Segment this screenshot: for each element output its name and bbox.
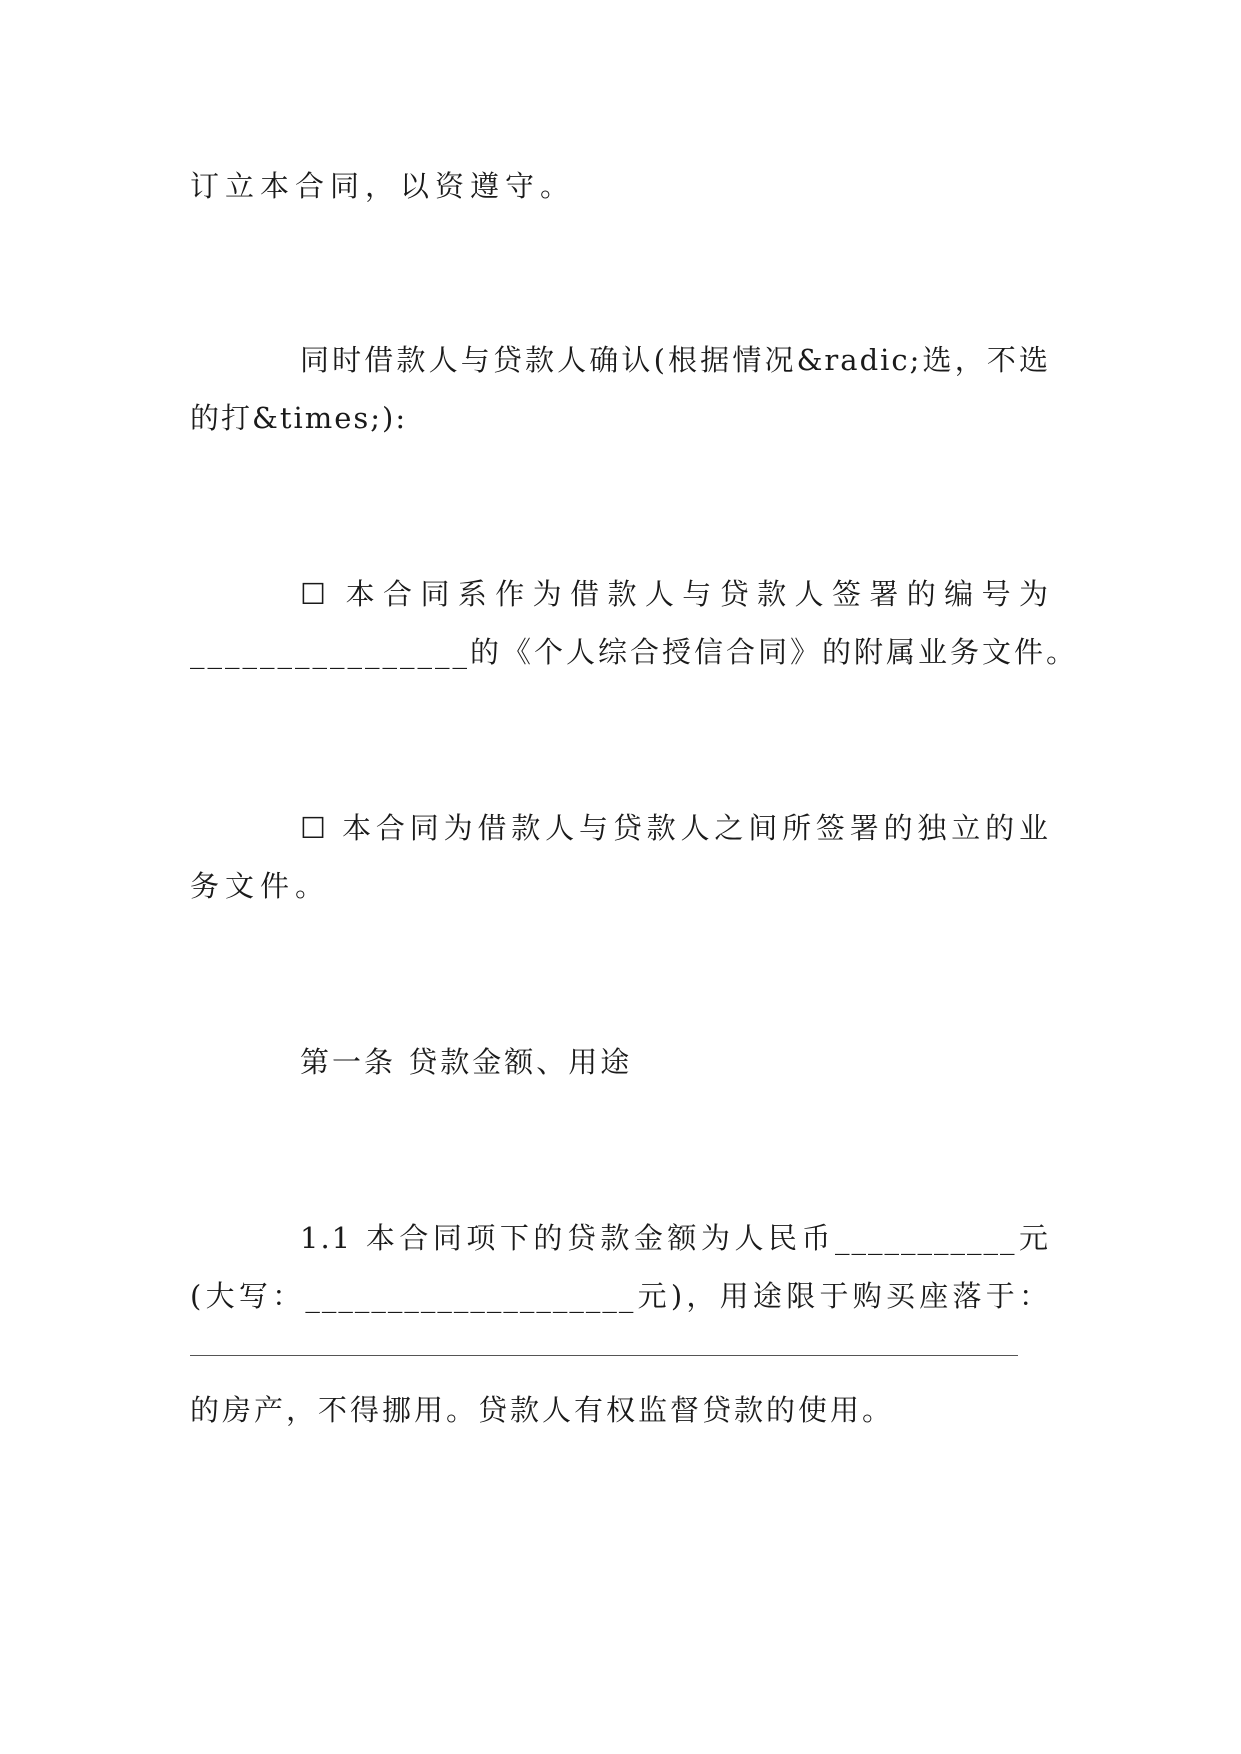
- address-blank-line: [190, 1355, 1018, 1356]
- option-attached-contract-line1: ☐ 本合同系作为借款人与贷款人签署的编号为: [300, 577, 1050, 611]
- clause-1-1-line4: 的房产，不得挪用。贷款人有权监督贷款的使用。: [190, 1393, 895, 1427]
- option-independent-contract-line1: ☐ 本合同为借款人与贷款人之间所签署的独立的业: [300, 811, 1050, 845]
- clause-1-1-line2: (大写：____________________元)，用途限于购买座落于：: [190, 1279, 1050, 1313]
- option-independent-contract-line2: 务文件。: [190, 869, 331, 903]
- article-one-heading: 第一条 贷款金额、用途: [300, 1045, 633, 1079]
- paragraph-closing: 订立本合同，以资遵守。: [190, 169, 576, 203]
- option-attached-contract-line2: ________________的《个人综合授信合同》的附属业务文件。: [190, 635, 1079, 669]
- paragraph-confirmation-line1: 同时借款人与贷款人确认(根据情况&radic;选，不选: [300, 343, 1050, 377]
- clause-1-1-line1: 1.1 本合同项下的贷款金额为人民币___________元: [300, 1221, 1050, 1255]
- paragraph-confirmation-line2: 的打&times;):: [190, 401, 408, 435]
